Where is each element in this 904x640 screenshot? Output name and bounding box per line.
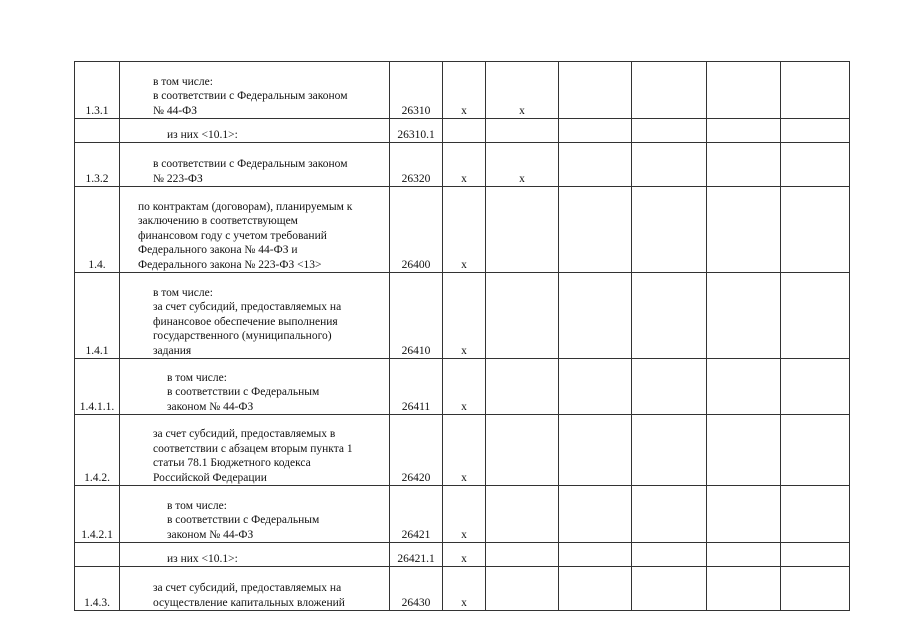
row-code: 26400 (390, 187, 443, 273)
description-line: Федерального закона № 223-ФЗ <13> (138, 258, 322, 271)
cell-col-4: x (443, 359, 486, 415)
cell-col-5 (486, 415, 559, 486)
cell-col-4: x (443, 567, 486, 611)
description-line: из них <10.1>: (167, 552, 238, 565)
cell-col-6 (559, 543, 632, 567)
description-line: № 44-ФЗ (153, 104, 198, 117)
cell-col-9 (781, 486, 850, 543)
cell-col-5 (486, 486, 559, 543)
cell-col-4: x (443, 273, 486, 359)
description-line: финансовое обеспечение выполнения (153, 315, 338, 328)
cell-col-8 (707, 567, 781, 611)
cell-col-7 (632, 62, 707, 119)
cell-col-8 (707, 543, 781, 567)
row-number (75, 543, 120, 567)
cell-col-8 (707, 486, 781, 543)
row-description (120, 359, 390, 415)
cell-col-5 (486, 359, 559, 415)
description-line: заключению в соответствующем (138, 215, 298, 227)
description-line: осуществление капитальных вложений (153, 596, 345, 609)
cell-col-7 (632, 143, 707, 187)
row-description (120, 273, 390, 359)
description-line: в том числе: (167, 371, 227, 384)
row-code: 26310.1 (390, 119, 443, 143)
row-description (120, 415, 390, 486)
cell-col-4: x (443, 543, 486, 567)
description-line: в том числе: (153, 286, 213, 299)
row-description (120, 119, 390, 143)
cell-col-7 (632, 543, 707, 567)
cell-col-9 (781, 273, 850, 359)
table-row (75, 187, 850, 273)
row-code: 26420 (390, 415, 443, 486)
table-body (75, 62, 850, 611)
row-description (120, 143, 390, 187)
description-line: за счет субсидий, предоставляемых на (153, 582, 342, 594)
cell-col-5 (486, 567, 559, 611)
row-description (120, 62, 390, 119)
cell-col-8 (707, 143, 781, 187)
row-description (120, 187, 390, 273)
description-line: финансовом году с учетом требований (138, 229, 327, 242)
table-row (75, 62, 850, 119)
table-row (75, 567, 850, 611)
description-line: государственного (муниципального) (153, 330, 332, 342)
table-row (75, 543, 850, 567)
description-line: соответствии с абзацем вторым пункта 1 (153, 442, 353, 455)
row-code: 26411 (390, 359, 443, 415)
cell-col-9 (781, 415, 850, 486)
description-line: в том числе: (153, 75, 213, 88)
row-description (120, 543, 390, 567)
row-number: 1.4.1 (75, 273, 120, 359)
description-line: за счет субсидий, предоставляемых в (153, 428, 336, 440)
cell-col-6 (559, 415, 632, 486)
cell-col-4: x (443, 486, 486, 543)
row-number: 1.4.2.1 (75, 486, 120, 543)
cell-col-7 (632, 486, 707, 543)
row-description (120, 486, 390, 543)
description-line: Российской Федерации (153, 471, 267, 484)
cell-col-6 (559, 119, 632, 143)
cell-col-8 (707, 187, 781, 273)
cell-col-5 (486, 187, 559, 273)
cell-col-6 (559, 359, 632, 415)
cell-col-8 (707, 359, 781, 415)
row-number: 1.4. (75, 187, 120, 273)
description-line: № 223-ФЗ (153, 172, 203, 185)
table-row (75, 486, 850, 543)
cell-col-6 (559, 143, 632, 187)
row-number: 1.3.2 (75, 143, 120, 187)
cell-col-5: x (486, 143, 559, 187)
description-line: в соответствии с Федеральным (167, 386, 320, 398)
row-number: 1.4.1.1. (75, 359, 120, 415)
cell-col-9 (781, 62, 850, 119)
description-line: законом № 44-ФЗ (167, 400, 254, 413)
table-row (75, 119, 850, 143)
cell-col-5 (486, 273, 559, 359)
cell-col-8 (707, 62, 781, 119)
row-number: 1.3.1 (75, 62, 120, 119)
cell-col-7 (632, 187, 707, 273)
cell-col-8 (707, 119, 781, 143)
description-line: по контрактам (договорам), планируемым к (138, 200, 353, 213)
cell-col-9 (781, 567, 850, 611)
cell-col-7 (632, 119, 707, 143)
table-row (75, 415, 850, 486)
cell-col-5: x (486, 62, 559, 119)
cell-col-8 (707, 273, 781, 359)
description-line: статьи 78.1 Бюджетного кодекса (153, 457, 311, 469)
table-row (75, 273, 850, 359)
cell-col-4: x (443, 415, 486, 486)
cell-col-6 (559, 62, 632, 119)
description-line: в том числе: (167, 499, 227, 512)
cell-col-4: x (443, 62, 486, 119)
description-line: в соответствии с Федеральным (167, 514, 320, 526)
cell-col-7 (632, 415, 707, 486)
row-code: 26430 (390, 567, 443, 611)
cell-col-6 (559, 187, 632, 273)
cell-col-9 (781, 359, 850, 415)
description-line: за счет субсидий, предоставляемых на (153, 301, 342, 313)
description-line: из них <10.1>: (167, 128, 238, 141)
cell-col-4: x (443, 143, 486, 187)
cell-col-7 (632, 567, 707, 611)
row-code: 26421.1 (390, 543, 443, 567)
cell-col-6 (559, 567, 632, 611)
row-code: 26320 (390, 143, 443, 187)
cell-col-4: x (443, 187, 486, 273)
cell-col-5 (486, 543, 559, 567)
table-row (75, 359, 850, 415)
table-row (75, 143, 850, 187)
cell-col-7 (632, 359, 707, 415)
financial-plan-table (74, 61, 850, 611)
cell-col-5 (486, 119, 559, 143)
cell-col-9 (781, 187, 850, 273)
cell-col-9 (781, 143, 850, 187)
description-line: в соответствии с Федеральным законом (153, 158, 348, 170)
description-line: Федерального закона № 44-ФЗ и (138, 244, 298, 256)
cell-col-8 (707, 415, 781, 486)
row-code: 26421 (390, 486, 443, 543)
cell-col-9 (781, 543, 850, 567)
row-number: 1.4.3. (75, 567, 120, 611)
description-line: в соответствии с Федеральным законом (153, 90, 348, 102)
cell-col-4 (443, 119, 486, 143)
row-description (120, 567, 390, 611)
cell-col-7 (632, 273, 707, 359)
row-number (75, 119, 120, 143)
cell-col-6 (559, 273, 632, 359)
description-line: законом № 44-ФЗ (167, 528, 254, 541)
row-code: 26410 (390, 273, 443, 359)
description-line: задания (153, 344, 192, 357)
cell-col-6 (559, 486, 632, 543)
row-number: 1.4.2. (75, 415, 120, 486)
cell-col-9 (781, 119, 850, 143)
row-code: 26310 (390, 62, 443, 119)
